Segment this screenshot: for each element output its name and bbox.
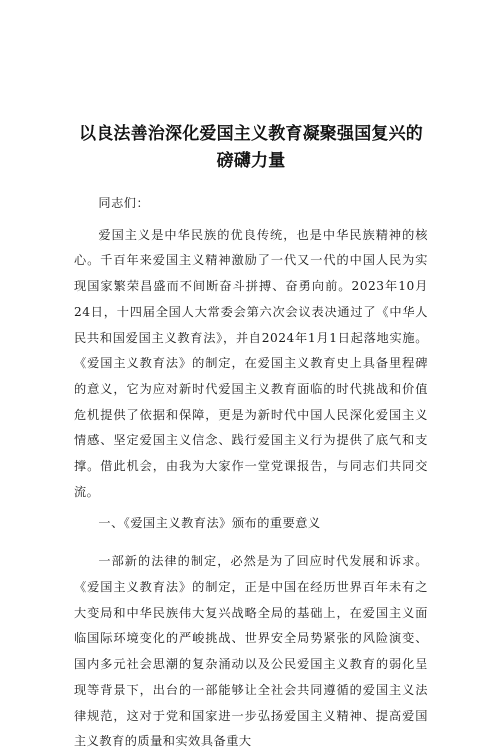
document-title-line-2: 磅礴力量 — [216, 151, 286, 171]
section-1-paragraph: 一部新的法律的制定，必然是为了回应时代发展和诉求。《爱国主义教育法》的制定，正是中国在经历世界百年未有之大变局和中华民族伟大复兴战略全局的基础上，在爱国主义面临国际环境变化的严峻挑战、世界安全局势紧张的风险演变、国内多元社会思潮的复杂涌动以及公民爱国主义教育的弱化呈现等背景下，出台的一部能够让全社会共同遵循的爱国主义法律规范，这对于党和国家进一步弘扬爱国主义精神、提高爱国主义教育的质量和实效具备重大 — [74, 554, 428, 749]
section-heading-1: 一、《爱国主义教育法》颁布的重要意义 — [98, 516, 321, 531]
document-title-line-1: 以良法善治深化爱国主义教育凝聚强国复兴的 — [79, 124, 423, 144]
salutation: 同志们： — [98, 196, 150, 210]
document-title — [74, 121, 428, 175]
intro-paragraph: 爱国主义是中华民族的优良传统，也是中华民族精神的核心。千百年来爱国主义精神激励了一代又一代的中国人民为实现国家繁荣昌盛而不间断奋斗拼搏、奋勇向前。2023年10月24日，十四届全国人大常委会第六次会议表决通过了《中华人民共和国爱国主义教育法》，并自2024年1月1日起落地实施。《爱国主义教育法》的制定，在爱国主义教育史上具备里程碑的意义，它为应对新时代爱国主义教育面临的时代挑战和价值危机提供了依据和保障，更是为新时代中国人民深化爱国主义情感、坚定爱国主义信念、践行爱国主义行为提供了底气和支撑。借此机会，由我为大家作一堂党课报告，与同志们共同交流。 — [74, 227, 428, 499]
